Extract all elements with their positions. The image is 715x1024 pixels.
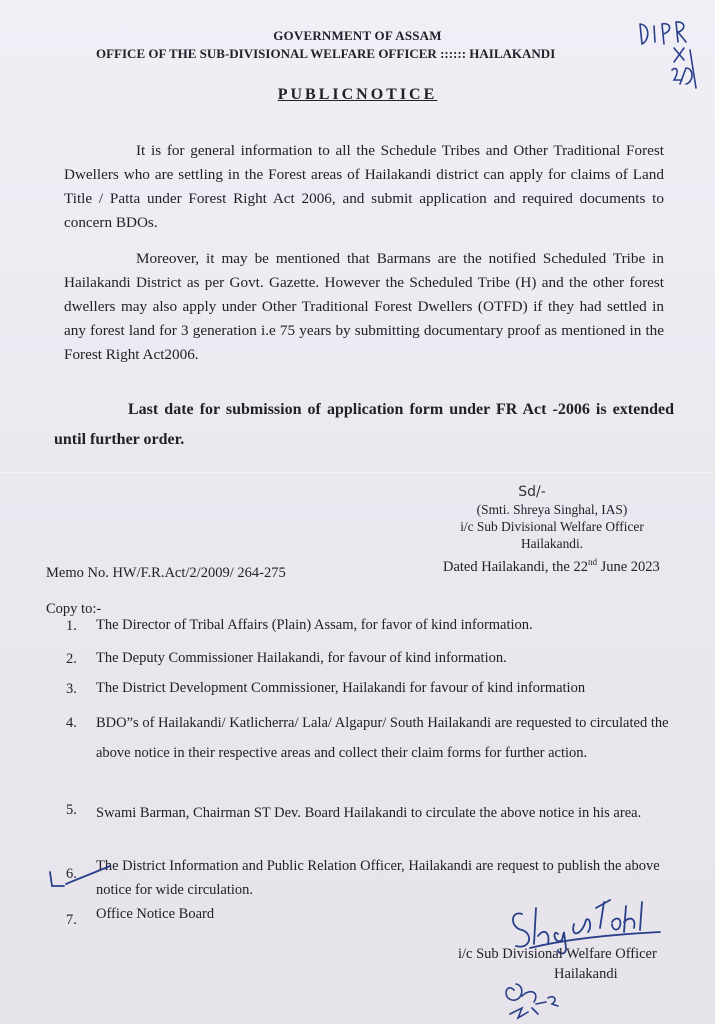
signature-block-1	[442, 484, 662, 552]
notice-title: PUBLICNOTICE	[277, 86, 438, 103]
list-item-number: 3.	[66, 681, 77, 697]
memo-number: Memo No. HW/F.R.Act/2/2009/ 264-275	[46, 565, 286, 581]
list-item-number: 7.	[66, 912, 77, 928]
list-item-number: 1.	[66, 618, 77, 634]
list-item-text: BDO”s of Hailakandi/ Katlicherra/ Lala/ Algapur/ South Hailakandi are requested to circulated the above notice in their respective areas and collect their claim forms for further action.	[96, 715, 669, 761]
list-item-text: The Director of Tribal Affairs (Plain) Assam, for favor of kind information.	[96, 617, 533, 633]
signatory-place: Hailakandi.	[520, 536, 584, 551]
signatory-name: (Smti. Shreya Singhal, IAS)	[476, 502, 628, 517]
list-item-text: The District Development Commissioner, Hailakandi for favour of kind information	[96, 680, 586, 696]
memo-date-prefix: Dated Hailakandi, the 22	[443, 558, 588, 575]
list-item-number: 6.	[66, 866, 77, 882]
signatory-place-2: Hailakandi	[554, 966, 618, 982]
paper-fold	[0, 470, 715, 473]
signatory-designation: i/c Sub Divisional Welfare Officer	[460, 519, 644, 534]
body-paragraph-1: It is for general information to all the Schedule Tribes and Other Traditional Forest Dwellers who are settling in the Forest areas of Hailakandi district can apply for claims of Land Title / Patta under Forest Right Act 2006, and submit application and required documents to concern BDOs.	[64, 142, 664, 231]
handwritten-dipr-note	[628, 8, 708, 90]
memo-date-sup: nd	[587, 557, 597, 567]
list-item-text: Office Notice Board	[96, 906, 215, 922]
signature-initials: Sd/-	[518, 484, 546, 500]
signatory-designation-2: i/c Sub Divisional Welfare Officer	[458, 946, 657, 962]
handwritten-tick-mark	[44, 862, 114, 892]
list-item-text: Swami Barman, Chairman ST Dev. Board Hailakandi to circulate the above notice in his area.	[96, 805, 642, 821]
last-date-paragraph: Last date for submission of application form under FR Act -2006 is extended until further order.	[54, 401, 674, 448]
memo-date	[443, 557, 660, 576]
list-item-number: 2.	[66, 651, 77, 667]
signature-block-2	[458, 944, 688, 984]
copy-to-label: Copy to:-	[46, 601, 102, 617]
body-paragraph-2: Moreover, it may be mentioned that Barmans are the notified Scheduled Tribe in Hailakandi District as per Govt. Gazette. However the Scheduled Tribe (H) and the other forest dwellers may also apply under Other Traditional Forest Dwellers (OTFD) if they had settled in any forest land for 3 generation i.e 75 years by submitting documentary proof as mentioned in the Forest Right Act2006.	[64, 250, 664, 363]
office-header: OFFICE OF THE SUB-DIVISIONAL WELFARE OFFICER :::::: HAILAKANDI	[96, 46, 556, 61]
list-item-text: The District Information and Public Relation Officer, Hailakandi are request to publish the above notice for wide circulation.	[96, 858, 660, 898]
memo-date-suffix: June 2023	[596, 558, 660, 575]
list-item-number: 5.	[66, 802, 77, 818]
list-item-number: 4.	[66, 715, 77, 731]
handwritten-date-initials	[500, 972, 570, 1022]
government-header: GOVERNMENT OF ASSAM	[273, 28, 442, 43]
list-item-text: The Deputy Commissioner Hailakandi, for favour of kind information.	[96, 650, 507, 666]
